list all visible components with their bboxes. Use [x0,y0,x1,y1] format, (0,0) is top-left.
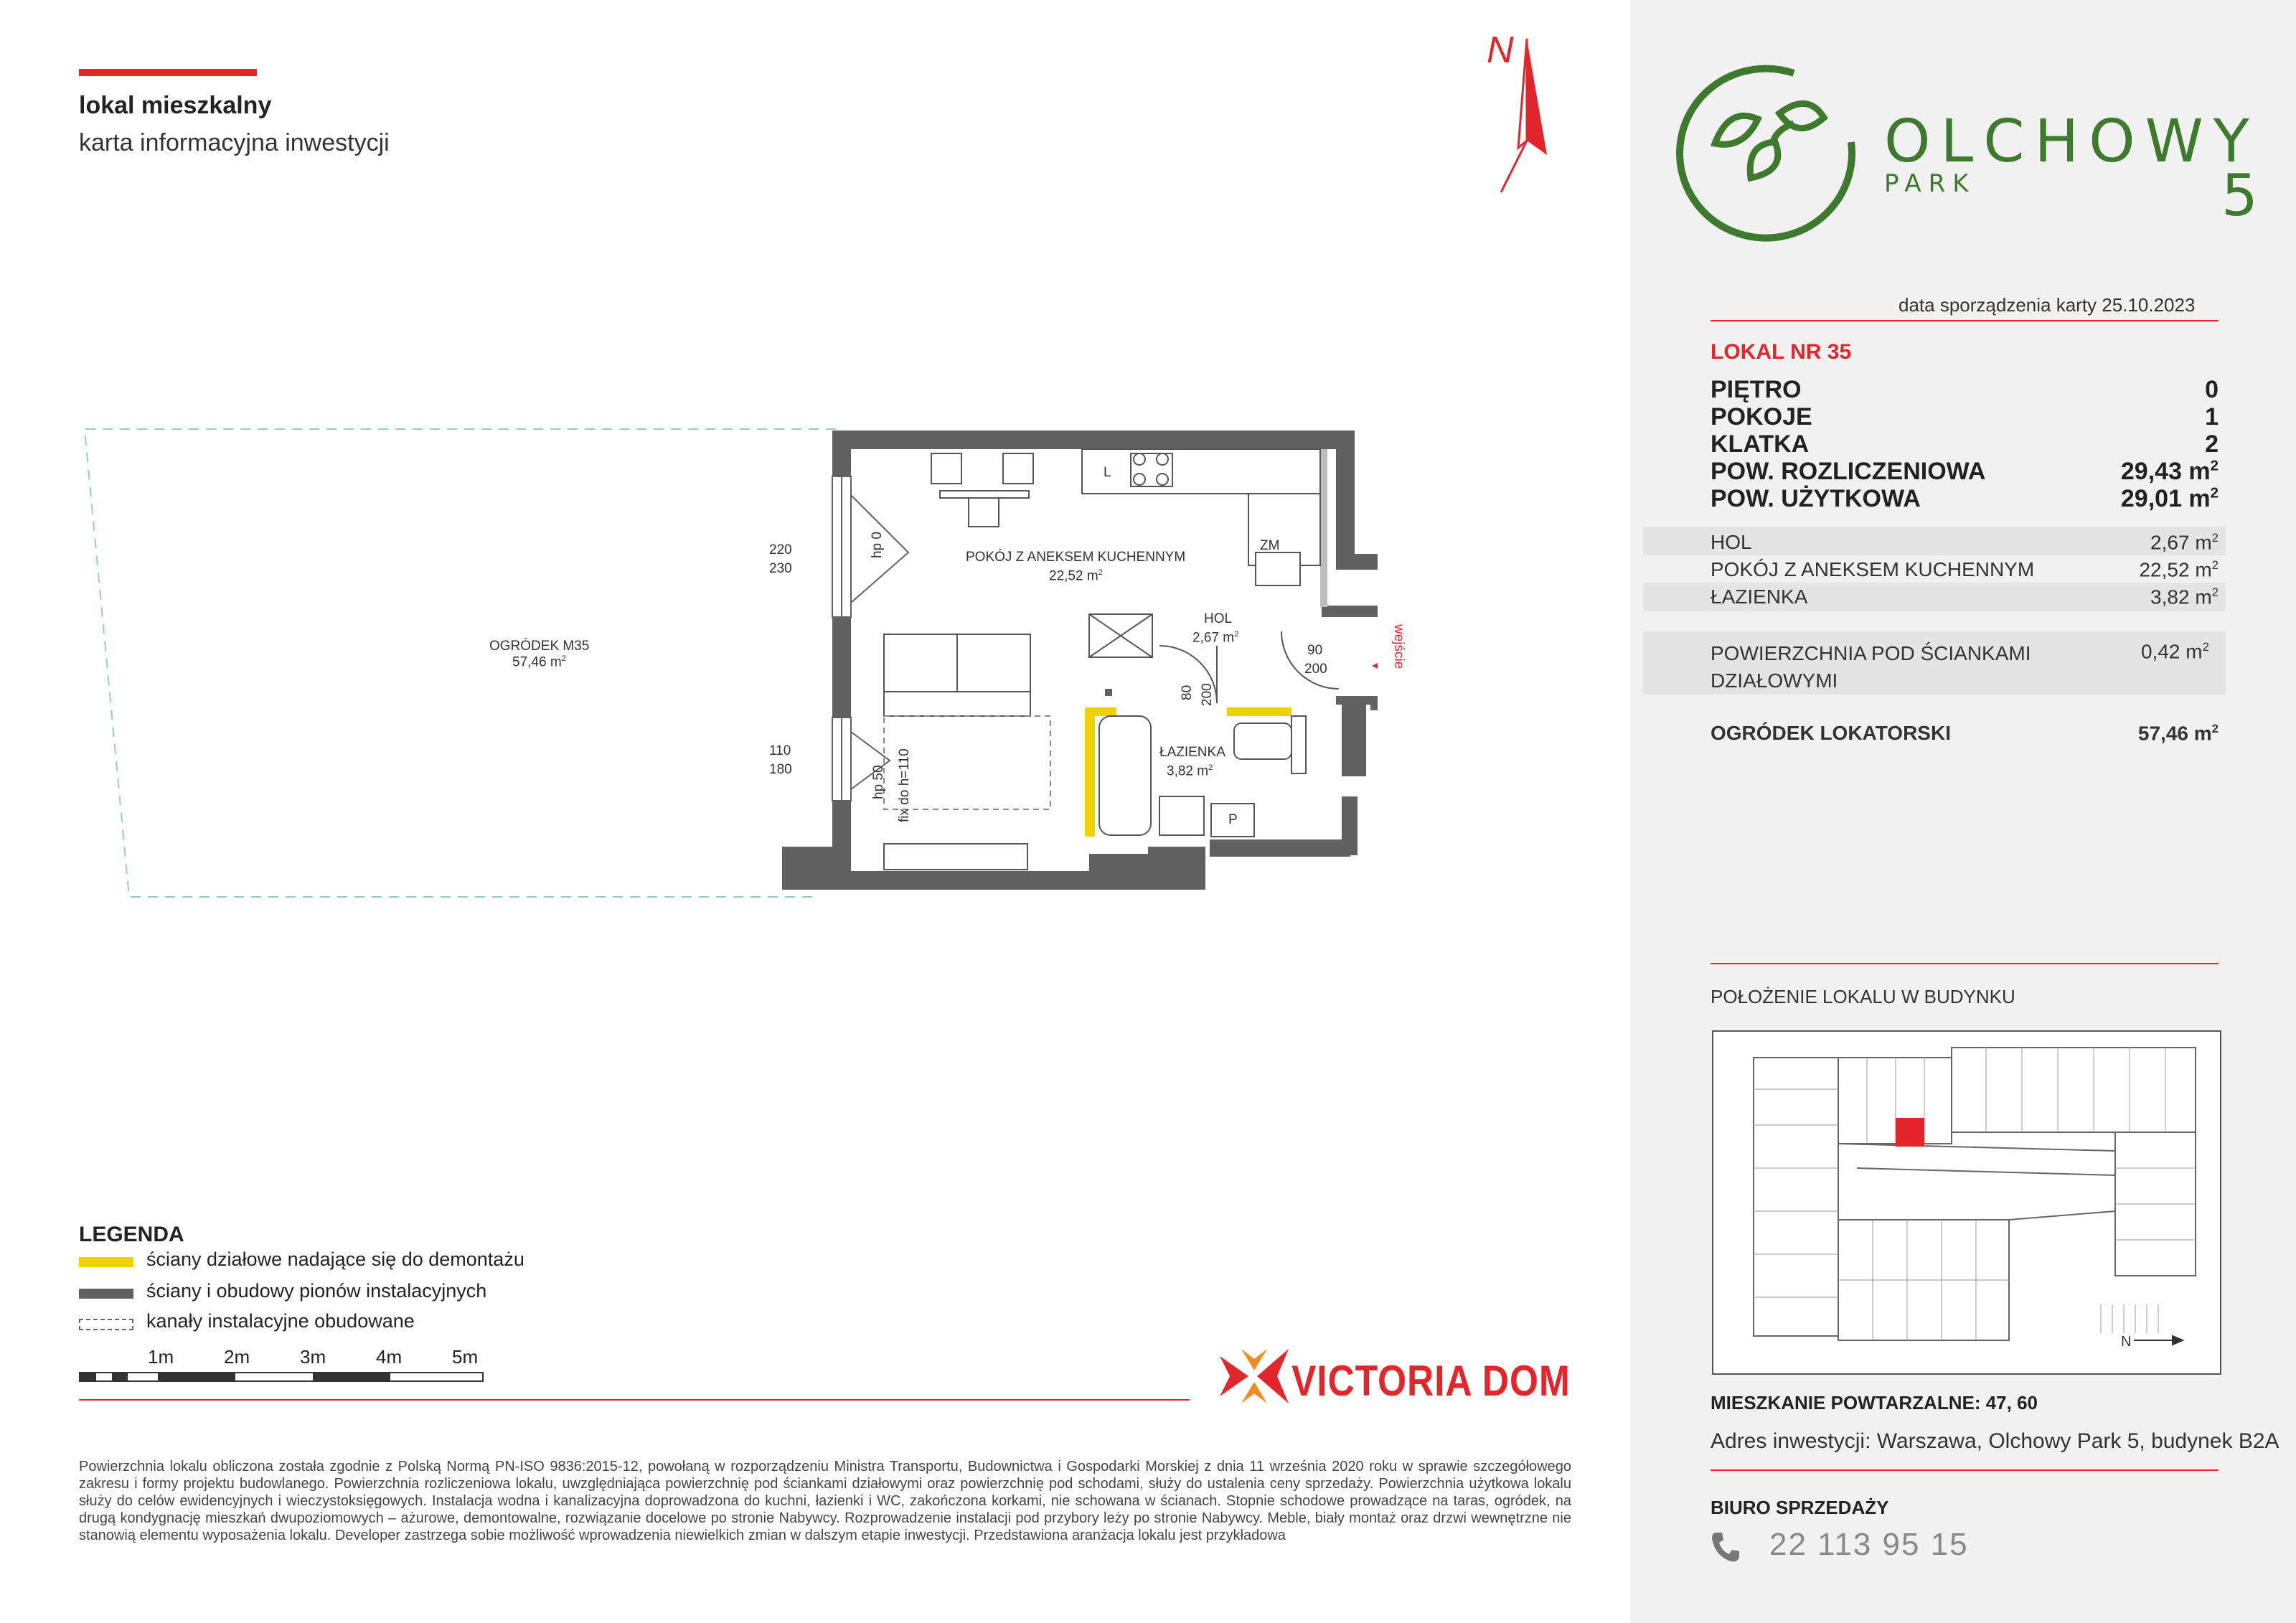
legend-item: kanały instalacyjne obudowane [146,1310,415,1332]
room-row-main: POKÓJ Z ANEKSEM KUCHENNYM 22,52 $m^2$ [1711,558,2219,581]
location-title: POŁOŻENIE LOKALU W BUDYNKU [1711,986,2015,1007]
page-title: lokal mieszkalny [79,92,272,119]
room-row-bath: ŁAZIENKA 3,82 $m^2$ [1711,585,2219,608]
window2-height: 180 [769,762,792,777]
fridge-label: L [1104,465,1111,480]
sales-office-title: BIURO SPRZEDAŻY [1711,1497,1889,1518]
header-accent-bar [79,69,257,76]
legend-item: ściany i obudowy pionów instalacyjnych [146,1280,487,1302]
room-main-area: 22,52 $m^2$ [1049,568,1103,584]
window2-sill: hp 50 [871,765,886,799]
garden-label: OGRÓDEK M35 [489,639,590,654]
scale-label: 2m [224,1346,250,1368]
brand-park: PARK [1884,169,1976,198]
scale-label: 5m [452,1346,479,1368]
page-subtitle: karta informacyjna inwestycji [79,129,390,156]
room-row-hol: HOL 2,67 $m^2$ [1711,531,2219,554]
legal-footer: Powierzchnia lokalu obliczona została zgodnie z Polską Normą PN-ISO 9836:2015-12, powołaną w rozporządzeniu Ministra Transportu, Budownictwa i Gospodarki Morskiej z dnia 11 września 2020 roku w sprawie szczegółowego zakresu i formy projektu budowlanego. Powierzchnia rozliczeniowa lokalu, uwzględniająca powierzchnię pod ściankami działowymi oraz powierzchnię pod schodami, służy do ustalenia ceny sprzedaży. Powierzchnia użytkowa lokalu służy do celów ewidencyjnych i wieczystoksięgowych. Instalacja wodna i kanalizacyjna doprowadzona do kuchni, łazienki i WC, zakończona korkami, nie schowana w ścianach. Stopnie schodowe prowadzące na taras, ogródek, na drugą kondygnację mieszkań dwupoziomowych – ażurowe, demontowalne, rozwiązanie docelowe po stronie Nabywcy. Rozprowadzenie instalacji pod przybory leży po stronie Nabywcy. Meble, biały montaż oraz drzwi wewnętrzne nie stanowią elementu wyposażenia lokalu. Developer zastrzega sobie możliwość wprowadzenia niewielkich zmian w dalszym etapie inwestycji. Przedstawiona aranżacja lokalu jest przykładowa [79,1459,1571,1543]
floor-plan [72,416,1378,918]
hol-area: 2,67 $m^2$ [1192,630,1239,646]
garden-row: OGRÓDEK LOKATORSKI 57,46 $m^2$ [1711,722,2219,745]
legend-title: LEGENDA [79,1223,184,1246]
washer-label: P [1228,812,1238,827]
legend-item: ściany działowe nadające się do demontażu [146,1248,524,1270]
olchowy-leaf-logo-icon [1672,63,1873,250]
svg-text:N: N [2121,1334,2132,1350]
legend-swatch-walls [79,1289,133,1299]
info-divider-mid [1711,963,2219,964]
bath-label: ŁAZIENKA [1159,745,1225,760]
info-row-rooms: POKOJE 1 [1711,403,2219,431]
hol-label: HOL [1204,611,1233,626]
info-row-usable-area: POW. UŻYTKOWA 29,01 $m^2$ [1711,485,2219,512]
info-row-floor: PIĘTRO 0 [1711,376,2219,403]
victoria-dom-logo-icon [1220,1349,1289,1403]
window1-width: 220 [769,542,792,558]
scale-label: 3m [300,1346,326,1368]
brand-name: VICTORIA DOM [1292,1357,1571,1405]
card-date: data sporządzenia karty 25.10.2023 [1899,294,2196,316]
garden-area: 57,46 $m^2$ [512,654,566,670]
room-main-label: POKÓJ Z ANEKSEM KUCHENNYM [966,550,1186,565]
building-key-plan [1712,1030,2221,1375]
door-height: 200 [1304,662,1327,677]
investment-address: Adres inwestycji: Warszawa, Olchowy Park 5, budynek B2A [1711,1429,2279,1453]
bath-door-width: 80 [1180,685,1195,700]
zm-label: ZM [1260,538,1280,553]
window1-sill: hp 0 [870,532,885,558]
entrance-label: wejście [1391,624,1406,669]
partition-value: 0,42 $m^2$ [2141,640,2209,663]
partition-label: POWIERZCHNIA POD ŚCIANKAMI DZIAŁOWYMI [1711,642,2031,692]
scale-label: 1m [148,1346,174,1368]
phone-number[interactable]: 22 113 95 15 [1769,1527,1969,1562]
north-label: N [1487,29,1514,71]
window2-fix: fix do h=110 [897,748,912,822]
bath-area: 3,82 $m^2$ [1167,763,1213,779]
window1-height: 230 [769,561,792,576]
window2-width: 110 [769,743,791,758]
scale-bar [79,1372,484,1382]
info-row-billing-area: POW. ROZLICZENIOWA 29,43 $m^2$ [1711,458,2219,485]
legend-swatch-demolish [79,1257,133,1267]
lokal-number: LOKAL NR 35 [1711,340,1852,364]
door-width: 90 [1307,643,1323,658]
bath-door-height: 200 [1200,683,1215,706]
footer-divider [79,1399,1190,1401]
scale-label: 4m [376,1346,403,1368]
legend-swatch-channels [79,1319,133,1330]
phone-icon [1711,1531,1739,1563]
info-row-stairwell: KLATKA 2 [1711,431,2219,458]
info-divider-top [1711,320,2219,321]
repeat-apartments: MIESZKANIE POWTARZALNE: 47, 60 [1711,1392,2038,1413]
brand-number: 5 [2221,162,2258,229]
brand-title: OLCHOWY [1884,108,2259,176]
info-divider-bottom [1711,1469,2219,1471]
